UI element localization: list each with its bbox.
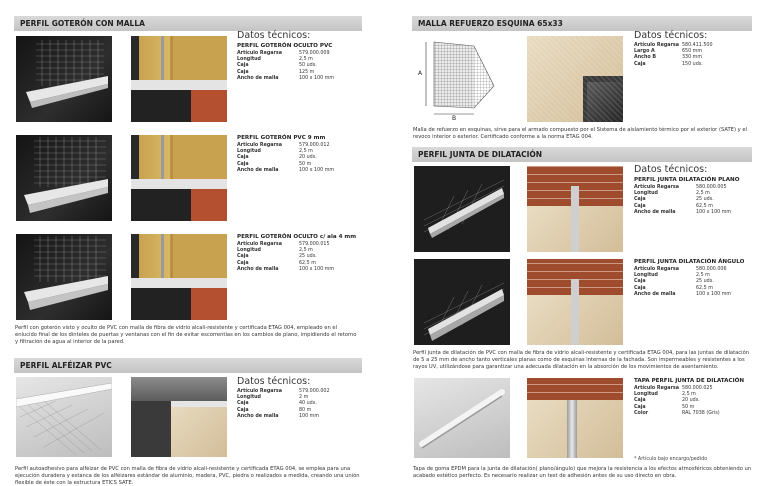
spec-row: Caja 40 uds. (237, 401, 317, 407)
product-name: PERFIL JUNTA DILATACIÓN PLANO (634, 177, 740, 183)
installation-photo-goteron-9mm (131, 135, 227, 221)
spec-row: Longitud 2 m (237, 395, 309, 401)
installation-photo-alfeizar (131, 377, 227, 457)
spec-row: Caja 62,5 m (237, 260, 316, 266)
product-photo-tapa (414, 378, 510, 458)
installation-photo-junta-angulo (527, 259, 623, 345)
product-name: PERFIL GOTERÓN PVC 9 mm (237, 135, 326, 141)
spec-row: Artículo Regarsa 580.411.500 (634, 43, 713, 48)
spec-row: Longitud 2,5 m (237, 57, 313, 63)
section-header-goteron: PERFIL GOTERÓN CON MALLA (14, 16, 362, 31)
diagram-malla-esquina (414, 36, 510, 122)
spec-row: Artículo Regarsa 580.000.025 (634, 386, 713, 391)
installation-photo-goteron-ala-4mm (131, 234, 227, 320)
spec-row: Caja 150 uds. (634, 61, 703, 67)
section-header-junta: PERFIL JUNTA DE DILATACIÓN (412, 147, 752, 162)
spec-table (634, 43, 713, 68)
spec-row: Caja 62,5 m (634, 285, 713, 291)
spec-row: Caja 20 uds. (237, 155, 317, 161)
spec-row: Artículo Regarsa 579.000.015 (237, 242, 330, 247)
spec-table (634, 185, 731, 216)
product-photo-goteron-9mm (16, 135, 112, 221)
alfeizar-description: Perfil autoadhesivo para alféizar de PVC con malla de fibra de vidrio alcali-resistente y certificada ETAG 004, se emplea para una ejecución duradera y estanca de los alféizares estándar de aluminio, madera, PVC, piedra o realizados a medida, creando una unión flexible de éste con la estructura ETICS SATE. (15, 466, 360, 486)
spec-row: Caja 80 m (237, 407, 312, 413)
product-photo-goteron-ala-4mm (16, 234, 112, 320)
product-photo-goteron-oculto (16, 36, 112, 122)
spec-row: Caja 25 uds. (634, 197, 714, 203)
section-header-alfeizar: PERFIL ALFÉIZAR PVC (14, 358, 362, 373)
diagram-label-b: B (452, 115, 457, 122)
malla-description: Malla de refuerzo en esquinas, sirve para el armado compuesto por el Sistema de aislamiento térmico por el exterior (SATE) y el revoco interior o exterior. Certificado conforme a la norma ETAG 004. (413, 127, 747, 140)
spec-row: Largo A 650 mm (634, 49, 703, 55)
spec-row: Caja 50 m (237, 161, 312, 167)
installation-photo-tapa (527, 378, 623, 458)
spec-table (237, 51, 334, 82)
datos-tecnicos-heading: Datos técnicos: (634, 30, 708, 41)
spec-row: Caja 125 m (237, 69, 315, 75)
junta-description: Perfil junta de dilatación de PVC con malla de fibra de vidrio alcali-resistente y certificada ETAG 004, para las juntas de dilatación de 5 a 25 mm de ancho tanto verticales planas como de esquinas internas de la fachada. Son impermeables y resistentes a los rayos UV, utilizándose para garantizar una adecuada dilatación en la absorción de los movimientos de asentamiento. (413, 350, 750, 370)
installation-photo-malla (527, 36, 623, 122)
spec-row: Ancho de malla 100 x 100 mm (634, 209, 732, 215)
spec-row: Longitud 2,5 m (237, 248, 313, 254)
product-photo-junta-plano (414, 166, 510, 252)
spec-row: Ancho de malla 100 x 100 mm (237, 266, 335, 272)
spec-table (634, 386, 720, 417)
spec-row: Artículo Regarsa 579.000.012 (237, 143, 330, 148)
spec-row: Longitud 2,5 m (634, 273, 710, 279)
spec-row: Caja 50 uds. (237, 63, 317, 69)
spec-row: Caja 25 uds. (237, 254, 317, 260)
product-name: PERFIL GOTERÓN OCULTO c/ ala 4 mm (237, 234, 357, 240)
spec-row: Caja 20 uds. (634, 398, 700, 404)
spec-row: Ancho de malla 100 x 100 mm (237, 75, 335, 81)
product-name: PERFIL JUNTA DILATACIÓN ÁNGULO (634, 259, 745, 265)
spec-row: Longitud 2,5 m (634, 392, 696, 398)
order-note: * Artículo bajo encargo/pedido (634, 457, 708, 462)
datos-tecnicos-heading: Datos técnicos: (237, 376, 311, 387)
spec-row: Ancho de malla 100 x 100 mm (237, 167, 335, 173)
spec-row: Color RAL 7038 (Gris) (634, 410, 720, 416)
spec-row: Longitud 2,5 m (237, 149, 313, 155)
tapa-description: Tapa de goma EPDM para la junta de dilatación( plano/ángulo) que mejora la resistencia a los efectos atmosféricos obteniendo un acabado estético perfecto. Es necesario realizar un test de adhesión antes de su uso directo en obra. (413, 466, 752, 479)
goteron-description: Perfil con goterón visto y oculto de PVC con malla de fibra de vidrio alcali-resistente y certificada ETAG 004, empleado en el enlucido final de los dinteles de puertas y ventanas con el fin de evitar escorrentías en los cambios de plano, impidiendo el retorno y filtración de agua al interior de la pared. (15, 325, 357, 345)
spec-row: Artículo Regarsa 579.000.009 (237, 51, 330, 56)
section-header-malla: MALLA REFUERZO ESQUINA 65x33 (412, 16, 752, 31)
product-photo-junta-angulo (414, 259, 510, 345)
spec-row: Ancho B 330 mm (634, 55, 703, 61)
spec-table (237, 389, 330, 420)
spec-table (634, 267, 731, 298)
spec-table (237, 242, 334, 273)
datos-tecnicos-heading: Datos técnicos: (237, 30, 311, 41)
product-name: PERFIL GOTERÓN OCULTO PVC (237, 43, 333, 49)
spec-table (237, 143, 334, 174)
diagram-label-a: A (418, 70, 423, 77)
spec-row: Artículo Regarsa 580.000.005 (634, 185, 727, 190)
spec-row: Caja 62,5 m (634, 203, 713, 209)
spec-row: Longitud 2,5 m (634, 191, 710, 197)
product-name: TAPA PERFIL JUNTA DE DILATACIÓN (634, 378, 745, 384)
spec-row: Artículo Regarsa 579.000.002 (237, 389, 330, 394)
spec-row: Artículo Regarsa 580.000.006 (634, 267, 727, 272)
datos-tecnicos-heading: Datos técnicos: (634, 164, 708, 175)
spec-row: Ancho de malla 100 mm (237, 413, 320, 419)
installation-photo-goteron-oculto (131, 36, 227, 122)
spec-row: Ancho de malla 100 x 100 mm (634, 291, 732, 297)
product-photo-alfeizar (16, 377, 112, 457)
spec-row: Caja 50 m (634, 404, 695, 410)
spec-row: Caja 25 uds. (634, 279, 714, 285)
installation-photo-junta-plano (527, 166, 623, 252)
